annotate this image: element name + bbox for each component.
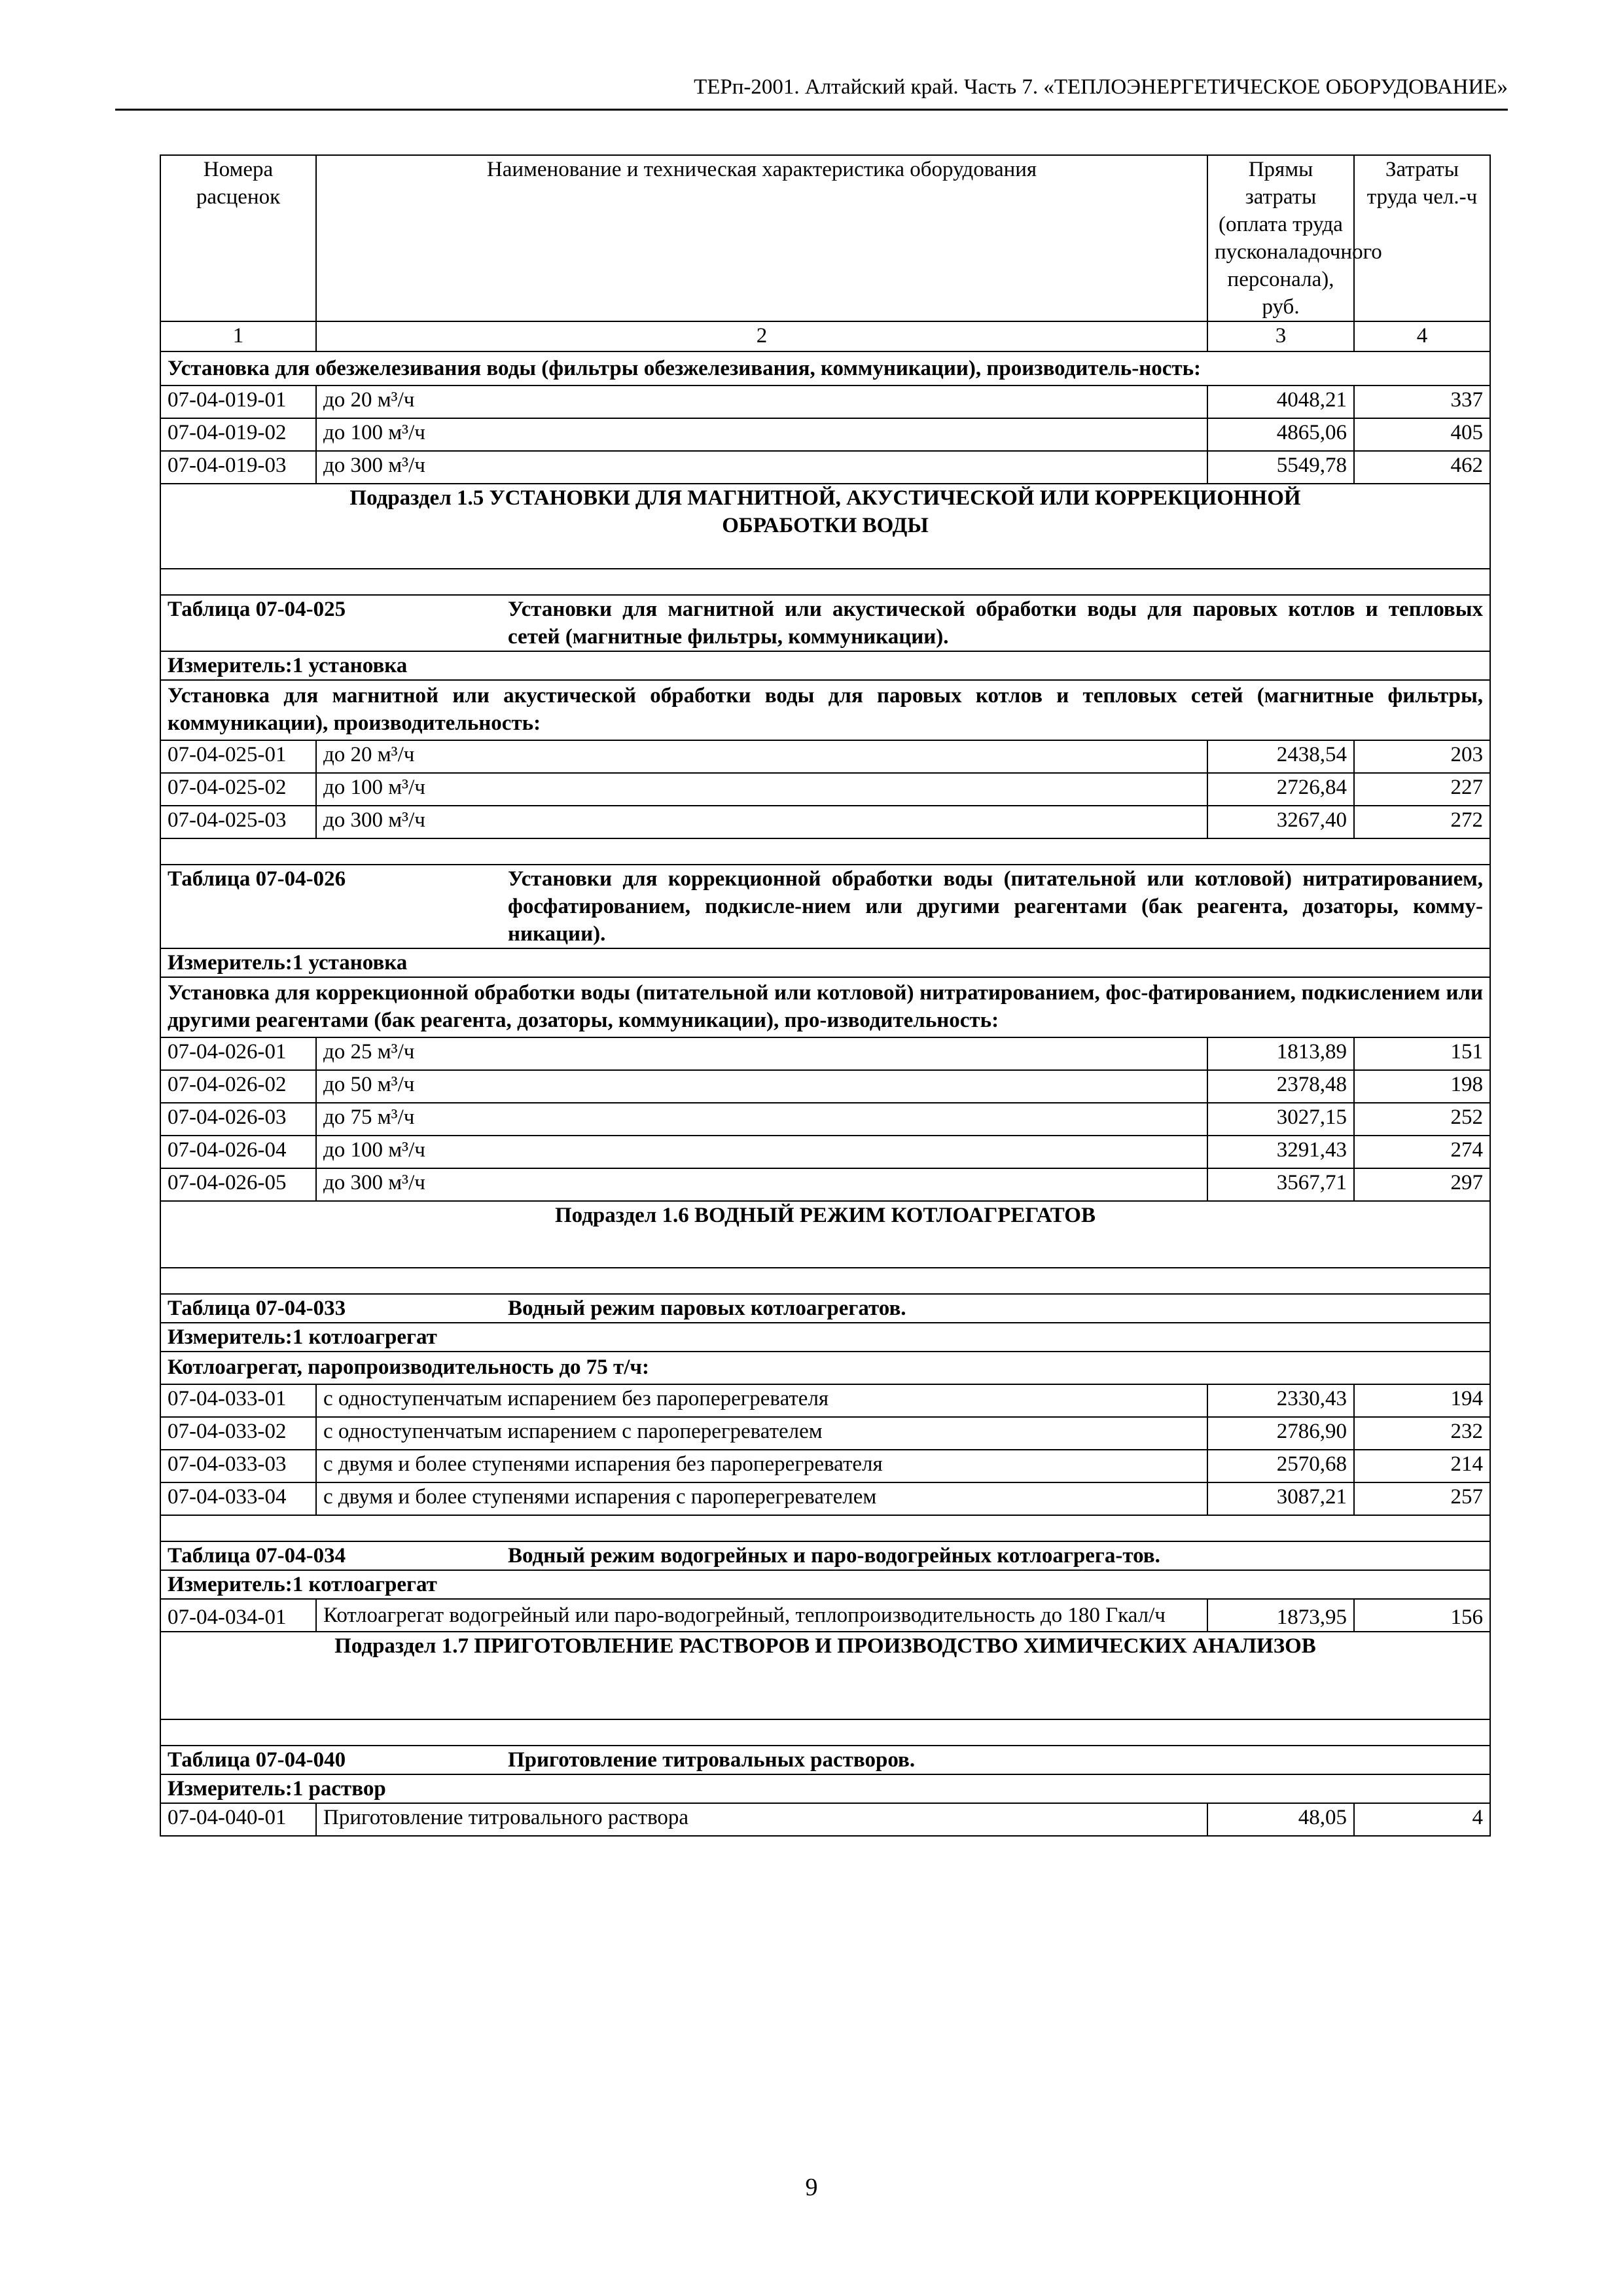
rate-name: до 100 м³/ч: [316, 773, 1207, 806]
rate-code: 07-04-025-01: [160, 740, 316, 773]
rate-labor: 227: [1354, 773, 1490, 806]
rate-cost: 2438,54: [1207, 740, 1354, 773]
table-row: [160, 1417, 1490, 1450]
table-row: [160, 1103, 1490, 1136]
rates-table: [160, 154, 1491, 1837]
rate-name: до 20 м³/ч: [316, 740, 1207, 773]
rate-name: с двумя и более ступенями испарения с пароперегревателем: [316, 1482, 1207, 1515]
rate-labor: 232: [1354, 1417, 1490, 1450]
rate-cost: 3291,43: [1207, 1136, 1354, 1168]
measure-unit: Измеритель:1 котлоагрегат: [160, 1570, 1490, 1599]
table-number: Таблица 07-04-025: [168, 598, 346, 621]
rate-name: до 300 м³/ч: [316, 806, 1207, 838]
group-heading: Котлоагрегат, паропроизводительность до 75 т/ч:: [160, 1352, 1490, 1384]
col-number: 3: [1207, 321, 1354, 351]
table-row: [160, 773, 1490, 806]
rate-labor: 337: [1354, 386, 1490, 418]
col-header-cost: Прямы затраты (оплата труда пусконаладочного персонала), руб.: [1207, 155, 1354, 321]
rate-name: Приготовление титровального раствора: [316, 1803, 1207, 1836]
rate-code: 07-04-040-01: [160, 1803, 316, 1836]
measure-unit: Измеритель:1 установка: [160, 948, 1490, 977]
column-number-row: [160, 321, 1490, 351]
table-title: Установки для коррекционной обработки воды (питательной или котловой) нитратированием, фосфатированием, подкисле-нием или другими реагентами (бак реагента, дозаторы, комму-никации).: [508, 867, 1483, 946]
rate-cost: 4865,06: [1207, 418, 1354, 451]
rate-name: до 75 м³/ч: [316, 1103, 1207, 1136]
rate-code: 07-04-026-01: [160, 1037, 316, 1070]
rate-name: с одноступенчатым испарением без пароперегревателя: [316, 1384, 1207, 1417]
table-header-row: [160, 155, 1490, 321]
rate-code: 07-04-025-02: [160, 773, 316, 806]
col-header-labor: Затраты труда чел.-ч: [1354, 155, 1490, 321]
rate-cost: 2570,68: [1207, 1450, 1354, 1482]
rate-labor: 405: [1354, 418, 1490, 451]
rate-name: до 100 м³/ч: [316, 1136, 1207, 1168]
rate-labor: 257: [1354, 1482, 1490, 1515]
rate-name: с одноступенчатым испарением с пароперегревателем: [316, 1417, 1207, 1450]
rate-code: 07-04-033-01: [160, 1384, 316, 1417]
rate-name: до 20 м³/ч: [316, 386, 1207, 418]
rate-code: 07-04-019-02: [160, 418, 316, 451]
rate-cost: 4048,21: [1207, 386, 1354, 418]
rate-labor: 462: [1354, 451, 1490, 484]
rate-labor: 274: [1354, 1136, 1490, 1168]
page-number: 9: [805, 2174, 818, 2201]
table-row: [160, 1136, 1490, 1168]
rate-labor: 272: [1354, 806, 1490, 838]
col-number: 2: [316, 321, 1207, 351]
table-row: [160, 1037, 1490, 1070]
rate-code: 07-04-033-04: [160, 1482, 316, 1515]
rate-labor: 252: [1354, 1103, 1490, 1136]
table-number: Таблица 07-04-034: [168, 1544, 346, 1568]
col-number: 1: [160, 321, 316, 351]
rate-labor: 151: [1354, 1037, 1490, 1070]
table-row: [160, 1803, 1490, 1836]
col-header-codes: Номера расценок: [160, 155, 316, 321]
col-number: 4: [1354, 321, 1490, 351]
rate-name: до 25 м³/ч: [316, 1037, 1207, 1070]
rate-labor: 203: [1354, 740, 1490, 773]
col-header-name: Наименование и техническая характеристика оборудования: [316, 155, 1207, 321]
running-header: ТЕРп-2001. Алтайский край. Часть 7. «ТЕПЛОЭНЕРГЕТИЧЕСКОЕ ОБОРУДОВАНИЕ»: [115, 71, 1508, 111]
table-number: Таблица 07-04-026: [168, 867, 346, 891]
rate-name: до 300 м³/ч: [316, 1168, 1207, 1201]
rate-cost: 2378,48: [1207, 1070, 1354, 1103]
rate-name: до 50 м³/ч: [316, 1070, 1207, 1103]
rate-cost: 2330,43: [1207, 1384, 1354, 1417]
rate-name: до 300 м³/ч: [316, 451, 1207, 484]
rate-cost: 5549,78: [1207, 451, 1354, 484]
rate-code: 07-04-019-03: [160, 451, 316, 484]
table-row: [160, 1168, 1490, 1201]
table-title: Водный режим водогрейных и паро-водогрейных котлоагрега-тов.: [508, 1544, 1160, 1568]
rate-cost: 2726,84: [1207, 773, 1354, 806]
table-row: [160, 418, 1490, 451]
group-heading: Установка для коррекционной обработки воды (питательной или котловой) нитратированием, фос-фатированием, подкислением или другими реагентами (бак реагента, дозаторы, коммуникации), про-изводительность:: [160, 977, 1490, 1037]
table-row: [160, 1450, 1490, 1482]
table-row: [160, 1384, 1490, 1417]
group-heading: Установка для обезжелезивания воды (фильтры обезжелезивания, коммуникации), производитель-ность:: [160, 351, 1490, 386]
rate-code: 07-04-025-03: [160, 806, 316, 838]
rate-code: 07-04-026-02: [160, 1070, 316, 1103]
rate-cost: 3027,15: [1207, 1103, 1354, 1136]
rate-cost: 1873,95: [1207, 1599, 1354, 1632]
table-row: [160, 386, 1490, 418]
table-row: [160, 740, 1490, 773]
rate-cost: 3087,21: [1207, 1482, 1354, 1515]
rate-cost: 3267,40: [1207, 806, 1354, 838]
table-caption: [160, 1541, 1490, 1570]
rate-name: до 100 м³/ч: [316, 418, 1207, 451]
table-title: Приготовление титровальных растворов.: [508, 1748, 916, 1772]
rate-labor: 194: [1354, 1384, 1490, 1417]
table-row: [160, 806, 1490, 838]
section-title: Подраздел 1.6 ВОДНЫЙ РЕЖИМ КОТЛОАГРЕГАТОВ: [160, 1201, 1490, 1268]
rate-code: 07-04-033-03: [160, 1450, 316, 1482]
rate-cost: 48,05: [1207, 1803, 1354, 1836]
rate-name: Котлоагрегат водогрейный или паро-водогрейный, теплопроизводительность до 180 Гкал/ч: [316, 1599, 1207, 1632]
rate-cost: 1813,89: [1207, 1037, 1354, 1070]
table-title: Водный режим паровых котлоагрегатов.: [508, 1297, 906, 1320]
rate-labor: 156: [1354, 1599, 1490, 1632]
rate-code: 07-04-034-01: [160, 1599, 316, 1632]
rate-cost: 2786,90: [1207, 1417, 1354, 1450]
rate-code: 07-04-026-04: [160, 1136, 316, 1168]
section-title: Подраздел 1.5 УСТАНОВКИ ДЛЯ МАГНИТНОЙ, АКУСТИЧЕСКОЙ ИЛИ КОРРЕКЦИОННОЙ ОБРАБОТКИ ВОДЫ: [160, 484, 1490, 569]
rate-name: с двумя и более ступенями испарения без пароперегревателя: [316, 1450, 1207, 1482]
table-caption: [160, 1746, 1490, 1774]
rate-code: 07-04-019-01: [160, 386, 316, 418]
table-caption: [160, 1294, 1490, 1323]
rate-labor: 4: [1354, 1803, 1490, 1836]
rate-code: 07-04-026-03: [160, 1103, 316, 1136]
table-row: [160, 1070, 1490, 1103]
measure-unit: Измеритель:1 установка: [160, 651, 1490, 680]
table-caption: [160, 865, 1490, 948]
table-row: [160, 1599, 1490, 1632]
rate-labor: 214: [1354, 1450, 1490, 1482]
rate-code: 07-04-026-05: [160, 1168, 316, 1201]
rate-labor: 297: [1354, 1168, 1490, 1201]
section-title: Подраздел 1.7 ПРИГОТОВЛЕНИЕ РАСТВОРОВ И ПРОИЗВОДСТВО ХИМИЧЕСКИХ АНАЛИЗОВ: [160, 1632, 1490, 1719]
rate-code: 07-04-033-02: [160, 1417, 316, 1450]
rate-cost: 3567,71: [1207, 1168, 1354, 1201]
table-caption: [160, 595, 1490, 651]
table-row: [160, 451, 1490, 484]
table-number: Таблица 07-04-040: [168, 1748, 346, 1772]
group-heading: Установка для магнитной или акустической обработки воды для паровых котлов и тепловых сетей (магнитные фильтры, коммуникации), производительность:: [160, 680, 1490, 740]
table-number: Таблица 07-04-033: [168, 1297, 346, 1320]
table-row: [160, 1482, 1490, 1515]
rate-labor: 198: [1354, 1070, 1490, 1103]
table-title: Установки для магнитной или акустической обработки воды для паровых котлов и тепловых сетей (магнитные фильтры, коммуникации).: [508, 598, 1483, 649]
measure-unit: Измеритель:1 раствор: [160, 1774, 1490, 1803]
measure-unit: Измеритель:1 котлоагрегат: [160, 1323, 1490, 1352]
